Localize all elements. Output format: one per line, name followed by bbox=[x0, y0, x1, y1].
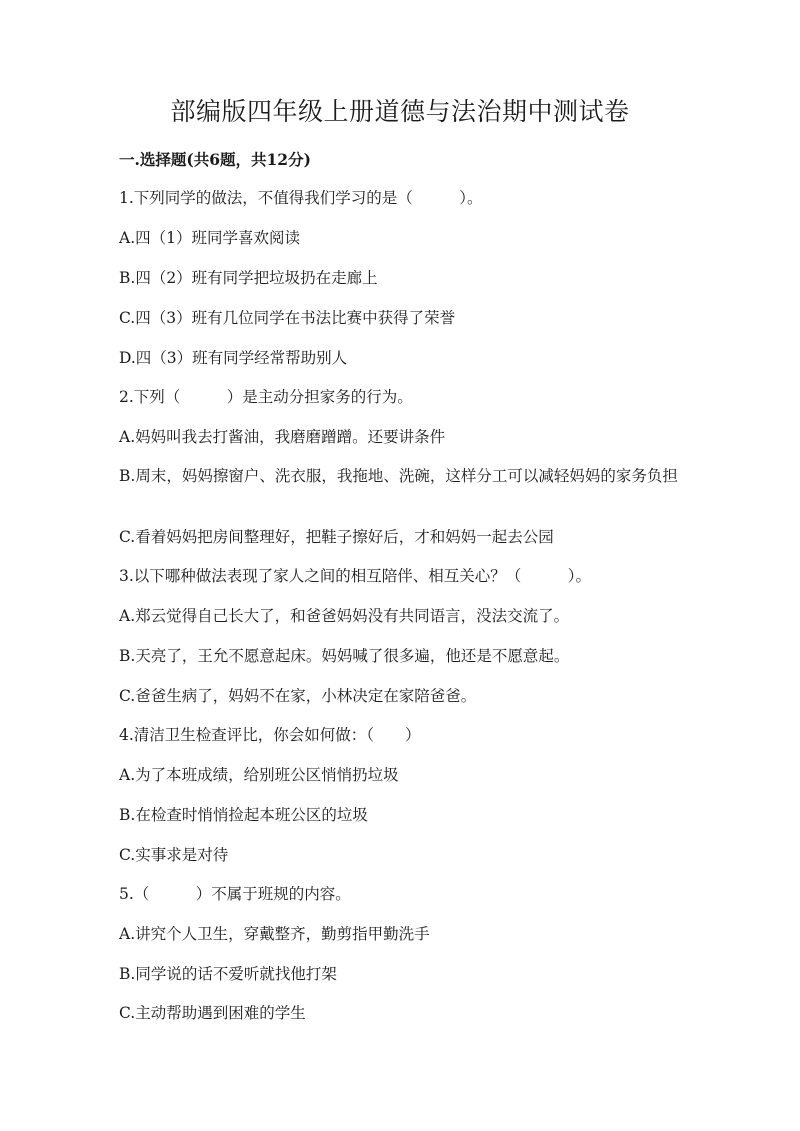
question-3-option-a: A.郑云觉得自己长大了，和爸爸妈妈没有共同语言，没法交流了。 bbox=[119, 607, 570, 625]
question-2-option-b: B.周末，妈妈擦窗户、洗衣服，我拖地、洗碗，这样分工可以减轻妈妈的家务负担 bbox=[119, 467, 678, 485]
question-5-option-c: C.主动帮助遇到困难的学生 bbox=[119, 1004, 306, 1022]
question-1-stem: 1.下列同学的做法，不值得我们学习的是（ ）。 bbox=[119, 189, 483, 207]
question-1-option-a: A.四（1）班同学喜欢阅读 bbox=[119, 229, 300, 247]
question-2-option-c: C.看着妈妈把房间整理好，把鞋子擦好后，才和妈妈一起去公园 bbox=[119, 528, 554, 546]
question-4-option-a: A.为了本班成绩，给别班公区悄悄扔垃圾 bbox=[119, 766, 399, 784]
question-4-stem: 4.清洁卫生检查评比，你会如何做：（ ） bbox=[119, 726, 421, 744]
page-title: 部编版四年级上册道德与法治期中测试卷 bbox=[170, 97, 630, 126]
question-2-stem: 2.下列（ ）是主动分担家务的行为。 bbox=[119, 388, 413, 406]
question-3-option-c: C.爸爸生病了，妈妈不在家，小林决定在家陪爸爸。 bbox=[119, 687, 477, 705]
question-5-option-b: B.同学说的话不爱听就找他打架 bbox=[119, 965, 337, 983]
question-5-stem: 5.（ ）不属于班规的内容。 bbox=[119, 885, 351, 903]
question-5-option-a: A.讲究个人卫生，穿戴整齐，勤剪指甲勤洗手 bbox=[119, 925, 430, 943]
question-4-option-c: C.实事求是对待 bbox=[119, 846, 229, 864]
question-1-option-c: C.四（3）班有几位同学在书法比赛中获得了荣誉 bbox=[119, 309, 456, 327]
question-2-option-a: A.妈妈叫我去打酱油，我磨磨蹭蹭。还要讲条件 bbox=[119, 428, 446, 446]
question-3-option-b: B.天亮了，王允不愿意起床。妈妈喊了很多遍，他还是不愿意起。 bbox=[119, 647, 570, 665]
question-1-option-b: B.四（2）班有同学把垃圾扔在走廊上 bbox=[119, 269, 378, 287]
question-1-option-d: D.四（3）班有同学经常帮助别人 bbox=[119, 349, 348, 367]
section-heading: 一.选择题(共6题，共12分) bbox=[119, 150, 311, 169]
question-4-option-b: B.在检查时悄悄捡起本班公区的垃圾 bbox=[119, 806, 368, 824]
question-3-stem: 3.以下哪种做法表现了家人之间的相互陪伴、相互关心？（ ）。 bbox=[119, 567, 592, 585]
